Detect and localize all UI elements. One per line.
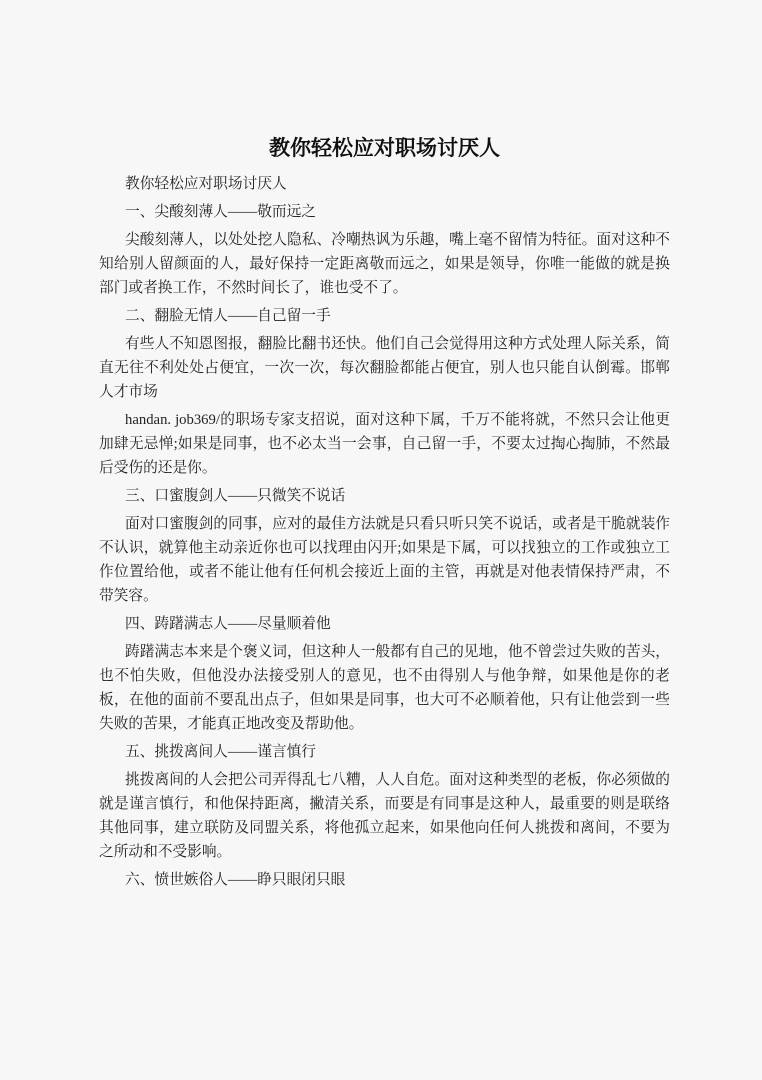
section-5-heading: 五、挑拨离间人——谨言慎行 (125, 744, 316, 760)
section-3-paragraph: 面对口蜜腹剑的同事，应对的最佳方法就是只看只听只笑不说话，或者是干脆就装作不认识，就算他主动亲近你也可以找理由闪开;如果是下属，可以找独立的工作或独立工作位置给他，或者不能让他有任何机会接近上面的主管，再就是对他表情保持严肃，不带笑容。 (99, 516, 670, 604)
section-2-paragraph-1: 有些人不知恩图报，翻脸比翻书还快。他们自己会觉得用这种方式处理人际关系，简直无往不利处处占便宜，一次一次，每次翻脸都能占便宜，别人也只能自认倒霉。邯郸人才市场 (99, 336, 670, 400)
section-4-heading: 四、踌躇满志人——尽量顺着他 (125, 616, 331, 632)
section-1-paragraph: 尖酸刻薄人，以处处挖人隐私、冷嘲热讽为乐趣，嘴上毫不留情为特征。面对这种不知给别人留颜面的人，最好保持一定距离敬而远之，如果是领导，你唯一能做的就是换部门或者换工作，不然时间长了，谁也受不了。 (99, 232, 670, 296)
intro-paragraph: 教你轻松应对职场讨厌人 (125, 176, 287, 192)
section-2-paragraph-2: handan. job369/的职场专家支招说，面对这种下属，千万不能将就，不然只会让他更加肆无忌惮;如果是同事，也不必太当一会事，自己留一手，不要太过掏心掏肺，不然最后受伤的还是你。 (99, 412, 670, 476)
document-title: 教你轻松应对职场讨厌人 (269, 136, 500, 160)
section-1-heading: 一、尖酸刻薄人——敬而远之 (125, 204, 316, 220)
section-4-paragraph: 踌躇满志本来是个褒义词，但这种人一般都有自己的见地，他不曾尝过失败的苦头，也不怕失败，但他没办法接受别人的意见，也不由得别人与他争辩，如果他是你的老板，在他的面前不要乱出点子，但如果是同事，也大可不必顺着他，只有让他尝到一些失败的苦果，才能真正地改变及帮助他。 (99, 644, 670, 732)
section-5-paragraph: 挑拨离间的人会把公司弄得乱七八糟，人人自危。面对这种类型的老板，你必须做的就是谨言慎行，和他保持距离，撇清关系，而要是有同事是这种人，最重要的则是联络其他同事，建立联防及同盟关系，将他孤立起来，如果他向任何人挑拨和离间，不要为之所动和不受影响。 (99, 772, 670, 860)
section-3-heading: 三、口蜜腹剑人——只微笑不说话 (125, 488, 346, 504)
section-2-heading: 二、翻脸无情人——自己留一手 (125, 308, 331, 324)
section-6-heading: 六、愤世嫉俗人——睁只眼闭只眼 (125, 872, 346, 888)
